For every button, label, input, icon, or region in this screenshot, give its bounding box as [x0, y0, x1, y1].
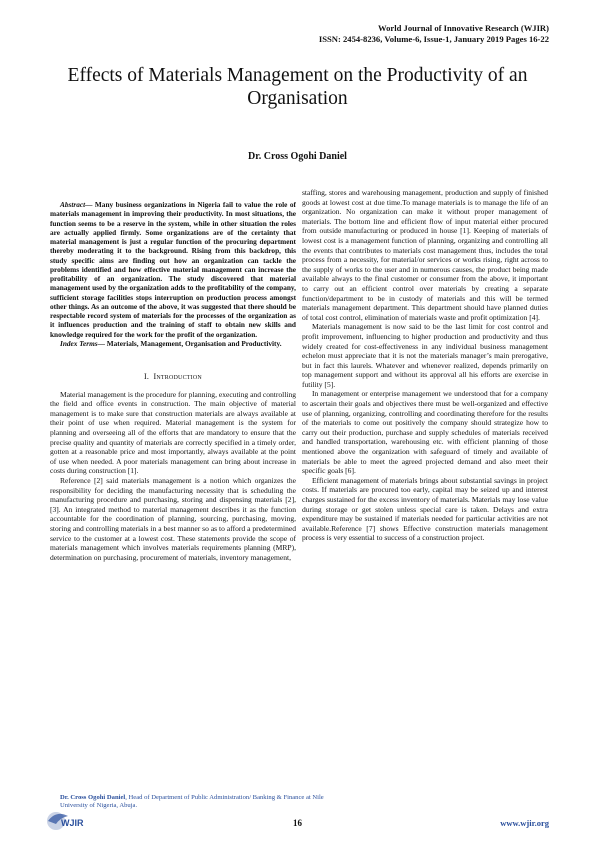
section-title: Introduction — [153, 372, 202, 381]
abstract — [50, 200, 296, 339]
left-column — [50, 200, 296, 562]
section-numeral: I. — [144, 372, 150, 381]
abstract-text: — Many business organizations in Nigeria fail to value the role of materials management in improving their productivity. In most situations, the function seems to be a reserve in the system, while in other situation the roles are actually applied firmly. Some organizations are of the certainty that material management is just a regular function of the procuring department thereby moderating it to the background. Rising from this backdrop, this study specific aims are finding out how an organization can tackle the problems identified and how effective material management can increase the profitability of an organization. The study discovered that material management used by the organization adds to the profitability of the company, sufficient storage facilities stops interruption on production process amongst other things. As an outcome of the above, it was suggested that there should be respectable record system of materials for the processes of the organization as it influences production and the training of staff to obtain new skills and knowledge required for the work for the profit of the organization. — [50, 200, 296, 339]
page-number: 16 — [293, 818, 302, 828]
paragraph: staffing, stores and warehousing management, production and supply of finished goods at lowest cost at due time.To manage materials is to manage the life of an organization. No organization can make it without proper management of materials. The bottom line and efficient flow of input material either procured from outside manufacturing or produced in house [1]. Keeping of materials of lowest cost is a management function of planning, organizing and controlling all the events that contributes to materials cost management thus, includes the total process from a necessity, for material/or services or works rising, right across to the supply of works to the user and in numerous causes, the product being made available always to the final customer or consumer from the above, it important to carry out an efficient control over materials by creating a separate function/department to be in custody of materials and this will be termed materials management department. This department should have planned duties of total cost control, elimination of materials waste and profit optimization [4]. — [302, 188, 548, 322]
index-terms-label: Index Terms — [60, 338, 98, 348]
footnote-affiliation: , Head of Department of Public Administration/ Banking & Finance at Nile University of Nigeria, Abuja. — [60, 794, 324, 810]
right-column — [302, 188, 548, 543]
svg-text:WJIR: WJIR — [61, 818, 84, 828]
paragraph: Material management is the procedure for planning, executing and controlling the field and office events in construction. The main objective of material management is to make sure that construction materials are always available at their point of use when required. Material management is the system for planning and overseeing all of the efforts that are mandatory to ensure that the precise quality and quantity of materials are correctly specified in a timely order, gotten at a reasonable price and most importantly, always available at the point of use when needed. A poor materials management can bring about increase in costs during construction [1]. — [50, 389, 296, 476]
paragraph: In management or enterprise management we understood that for a company to ascertain their goals and objectives there must be well-organized and effective use of planning, organizing, controlling and coordinating therefore for the results of the materials to come out positively the company should strategize how to carry out their production, purchase and supply schedules of materials received and handled transportation, warehousing etc. with efficient planning of those mentioned above the organization with safeguard of timely and available of materials be able to meet the agreed projected demand and also meet their specific goals [6]. — [302, 389, 548, 476]
footnote-author: Dr. Cross Ogohi Daniel — [60, 794, 126, 801]
abstract-label: Abstract — [60, 200, 86, 209]
paper-title: Effects of Materials Management on the Productivity of an Organisation — [67, 65, 528, 109]
author-footnote — [60, 794, 330, 811]
author-name: Dr. Cross Ogohi Daniel — [248, 151, 347, 162]
paragraph: Materials management is now said to be the last limit for cost control and profit improvement, influencing to higher production and productivity and thus widely created for cost-effectiveness in any individual business management echelon must appreciate that it is not the materials manager’s main prerogative, but in fact this laurels. Whatever and whenever realized, depends primarily on top management support and without its approval all his efforts are exercise in futility [5]. — [302, 322, 548, 389]
journal-name: World Journal of Innovative Research (WJIR) — [378, 23, 549, 33]
index-terms-text: — Materials, Management, Organisation and Productivity. — [97, 338, 282, 348]
index-terms — [50, 339, 296, 348]
paragraph: Reference [2] said materials management is a notion which organizes the responsibility for deciding the manufacturing necessity that is scheduling the manufacturing procedure and purchasing, storing and dispensing materials [2], [3]. An integrated method to material management describes it as the function accountable for the coordination of planning, sourcing, purchasing, moving, storing and controlling materials in a best manner so as to afford a predetermined service to the customer at a lowest cost. These statements provide the scope of materials management which involves materials requirements planning (MRP), determination on purchasing, procurement of materials, inventory management, — [50, 475, 296, 562]
website-link[interactable]: www.wjir.org — [500, 818, 549, 828]
paragraph: Efficient management of materials brings about substantial savings in project costs. If materials are procured too early, capital may be seized up and interest charges sustained for the excess inventory of materials. Materials may lose value during storage or get stolen unless special care is taken. Delays and extra expenditure may be sustained if materials needed for particular activities are not available.Reference [7] shows Effective construction materials management process is very essential to success of a construction project. — [302, 475, 548, 543]
issn-line: ISSN: 2454-8236, Volume-6, Issue-1, January 2019 Pages 16-22 — [318, 34, 549, 44]
section-heading-introduction — [50, 372, 296, 382]
journal-header — [319, 23, 549, 45]
